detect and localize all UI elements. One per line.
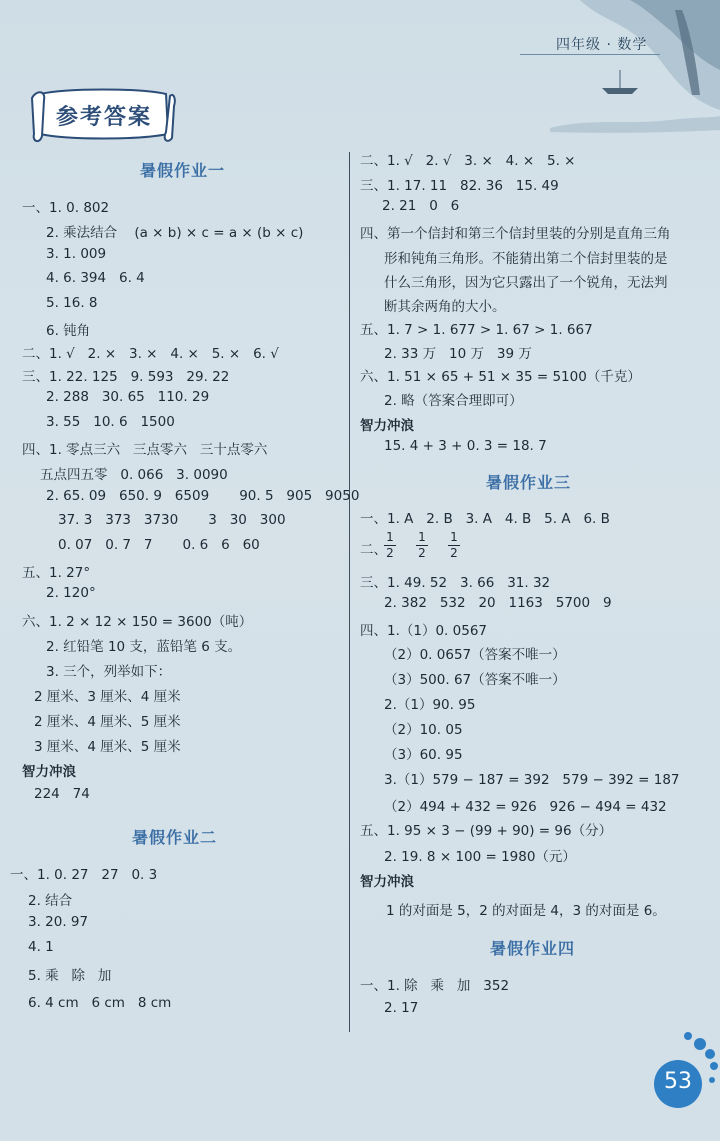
answer-line: 15. 4 + 3 + 0. 3 = 18. 7 <box>384 438 547 454</box>
answer-line: （3）500. 67（答案不唯一） <box>384 672 566 688</box>
section-heading: 暑假作业二 <box>132 828 218 847</box>
fraction <box>448 530 460 561</box>
landscape-illustration <box>460 0 720 150</box>
answer-line: 一、1. A 2. B 3. A 4. B 5. A 6. B <box>360 511 610 527</box>
answer-line: 0. 07 0. 7 7 0. 6 6 60 <box>58 537 260 553</box>
answer-line: 二、1. √ 2. × 3. × 4. × 5. × 6. √ <box>22 346 279 362</box>
subsection-label: 智力冲浪 <box>360 418 414 434</box>
banner-title: 参考答案 <box>56 105 153 130</box>
answer-line: 五、1. 27° <box>22 565 91 581</box>
answer-line: 形和钝角三角形。不能猜出第二个信封里装的是 <box>384 251 668 267</box>
answer-line: 六、1. 51 × 65 + 51 × 35 = 5100（千克） <box>360 369 641 385</box>
fraction-denominator: 2 <box>418 546 426 560</box>
answer-line: 三、1. 17. 11 82. 36 15. 49 <box>360 178 559 194</box>
answer-line: 2 厘米、4 厘米、5 厘米 <box>34 714 181 730</box>
answer-line: 一、1. 0. 27 27 0. 3 <box>10 867 158 883</box>
answer-line: 1 的对面是 5，2 的对面是 4，3 的对面是 6。 <box>386 903 666 919</box>
answer-line: （2）10. 05 <box>384 722 463 738</box>
answer-line: 3. 三个，列举如下： <box>46 664 172 680</box>
header-rule <box>520 54 660 55</box>
answer-line: 四、1.（1）0. 0567 <box>360 623 487 639</box>
answer-line: 一、1. 0. 802 <box>22 200 110 216</box>
answer-line: 五、1. 7 > 1. 677 > 1. 67 > 1. 667 <box>360 322 593 338</box>
answer-line: 2. 19. 8 × 100 = 1980（元） <box>384 849 576 865</box>
page-number: 53 <box>664 1069 692 1094</box>
section-heading: 暑假作业一 <box>140 161 226 180</box>
answer-line: 3 厘米、4 厘米、5 厘米 <box>34 739 181 755</box>
answer-line: （2）0. 0657（答案不唯一） <box>384 647 566 663</box>
answer-line: 2. 33 万 10 万 39 万 <box>384 346 532 362</box>
grade-subject-label: 四年级 · 数学 <box>556 37 648 53</box>
answer-line: 2. 382 532 20 1163 5700 9 <box>384 595 612 611</box>
answer-line: 4. 1 <box>28 939 54 955</box>
answer-line: 2. 乘法结合 (a × b) × c = a × (b × c) <box>46 225 304 241</box>
answer-line: 什么三角形，因为它只露出了一个锐角，无法判 <box>384 275 668 291</box>
answer-line: 三、1. 49. 52 3. 66 31. 32 <box>360 575 551 591</box>
answer-line: 四、第一个信封和第三个信封里装的分别是直角三角 <box>360 226 671 242</box>
answer-line: 断其余两角的大小。 <box>384 299 506 315</box>
answer-line: 三、1. 22. 125 9. 593 29. 22 <box>22 369 230 385</box>
fraction-denominator: 2 <box>386 546 394 560</box>
answer-line: 6. 钝角 <box>46 323 91 339</box>
subsection-label: 智力冲浪 <box>360 874 414 890</box>
answer-line: 2 厘米、3 厘米、4 厘米 <box>34 689 181 705</box>
answer-line: 2. 略（答案合理即可） <box>384 393 523 409</box>
section-heading: 暑假作业三 <box>486 473 572 492</box>
answer-line: 3. 20. 97 <box>28 914 89 930</box>
answer-line: 六、1. 2 × 12 × 150 = 3600（吨） <box>22 614 253 630</box>
answer-line: 5. 16. 8 <box>46 295 98 311</box>
answer-line: 一、1. 除 乘 加 352 <box>360 978 510 994</box>
answer-line: 224 74 <box>34 786 90 802</box>
answer-line: 二、1. √ 2. √ 3. × 4. × 5. × <box>360 153 576 169</box>
answer-line: 2. 21 0 6 <box>382 198 460 214</box>
fraction <box>416 530 428 561</box>
answer-line: （2）494 + 432 = 926 926 − 494 = 432 <box>384 799 667 815</box>
answer-line: 6. 4 cm 6 cm 8 cm <box>28 995 172 1011</box>
answer-line: 四、1. 零点三六 三点零六 三十点零六 <box>22 442 268 458</box>
answer-line: 2. 288 30. 65 110. 29 <box>46 389 210 405</box>
answer-line: 五点四五零 0. 066 3. 0090 <box>40 467 228 483</box>
fraction-answers <box>360 530 540 564</box>
answer-line: 2. 结合 <box>28 893 73 909</box>
section-heading: 暑假作业四 <box>490 939 576 958</box>
fraction-numerator: 1 <box>416 530 428 546</box>
answer-line: 二、 <box>360 542 387 558</box>
column-divider <box>349 152 350 1032</box>
subsection-label: 智力冲浪 <box>22 764 76 780</box>
fraction-numerator: 1 <box>384 530 396 546</box>
answer-line: （3）60. 95 <box>384 747 463 763</box>
answer-line: 3.（1）579 − 187 = 392 579 − 392 = 187 <box>384 772 680 788</box>
answer-line: 2. 120° <box>46 585 96 601</box>
answer-line: 2. 红铅笔 10 支，蓝铅笔 6 支。 <box>46 639 242 655</box>
answer-line: 2. 17 <box>384 1000 419 1016</box>
answer-line: 5. 乘 除 加 <box>28 968 112 984</box>
fraction-denominator: 2 <box>450 546 458 560</box>
answer-line: 五、1. 95 × 3 − (99 + 90) = 96（分） <box>360 823 613 839</box>
answer-line: 2.（1）90. 95 <box>384 697 476 713</box>
answer-line: 3. 55 10. 6 1500 <box>46 414 175 430</box>
answer-line: 2. 65. 09 650. 9 6509 90. 5 905 9050 <box>46 488 360 504</box>
answer-line: 4. 6. 394 6. 4 <box>46 270 145 286</box>
fraction-numerator: 1 <box>448 530 460 546</box>
answer-line: 37. 3 373 3730 3 30 300 <box>58 512 286 528</box>
answer-line: 3. 1. 009 <box>46 246 107 262</box>
fraction <box>384 530 396 561</box>
